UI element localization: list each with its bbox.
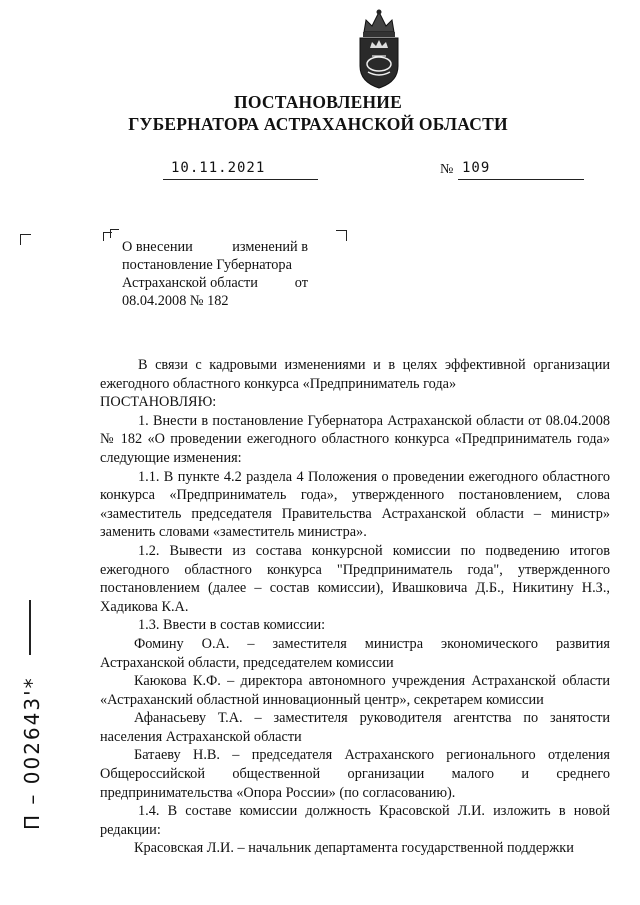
document-body [100,356,610,858]
subject-text: изменений в [232,239,308,255]
number-sign: № [440,162,454,177]
subject-block [122,238,308,310]
clause-paragraph: 1.2. Вывести из состава конкурсной комиссии по подведению итогов ежегодного областного конкурса "Предприниматель года", утвержденного постановлением (далее – состав комиссии), Ивашковича Д.Б., Никитину Н.З., Хадикова К.А. [100,542,610,615]
clause-paragraph: 1.1. В пункте 4.2 раздела 4 Положения о проведении ежегодного областного конкурса «Предприниматель года», утвержденного постановлением, слова «заместитель председателя Правительства Астраханской области – министр» заменить словами «заместитель министра». [100,468,610,541]
document-number: 109 [458,160,584,180]
issuer-title: ГУБЕРНАТОРА АСТРАХАНСКОЙ ОБЛАСТИ [128,114,508,134]
member-paragraph: Афанасьеву Т.А. – заместителя руководителя агентства по занятости населения Астраханской области [100,710,610,745]
member-paragraph: Красовская Л.И. – начальник департамента государственной поддержки [134,840,574,857]
coat-of-arms-icon [352,8,406,90]
clause-paragraph: 1. Внести в постановление Губернатора Астраханской области от 08.04.2008 № 182 «О проведении ежегодного областного конкурса «Предприниматель года» следующие изменения: [100,412,610,466]
margin-line [29,600,31,655]
subject-row [122,238,308,256]
subject-row [122,274,308,292]
subject-text: 08.04.2008 № 182 [122,293,229,309]
subject-text: постановление Губернатора [122,257,292,273]
subject-corner-mark-left-2 [110,229,119,238]
subject-corner-mark-right [336,230,347,241]
left-corner-mark [20,234,31,245]
preamble-paragraph: В связи с кадровыми изменениями и в целях эффективной организации ежегодного областного конкурса «Предприниматель года» [100,357,610,392]
resolution-word: ПОСТАНОВЛЯЮ: [100,394,217,411]
clause-paragraph: 1.3. Ввести в состав комиссии: [138,617,326,634]
document-date: 10.11.2021 [163,160,318,180]
member-paragraph: Фомину О.А. – заместителя министра экономического развития Астраханской области, председателем комиссии [100,635,610,671]
clause-paragraph: 1.4. В составе комиссии должность Красовской Л.И. изложить в новой редакции: [100,803,610,838]
subject-text: Астраханской области [122,275,258,291]
member-paragraph: Батаеву Н.В. – председателя Астраханского регионального отделения Общероссийской общественной организации малого и среднего предпринимательства «Опора России» (по согласованию). [100,747,610,801]
document-type-title: ПОСТАНОВЛЕНИЕ [234,92,402,112]
subject-text: от [294,275,308,291]
member-paragraph: Каюкова К.Ф. – директора автономного учреждения Астраханской области «Астраханский областной инновационный центр», секретарем комиссии [100,673,610,708]
subject-text: О внесении [122,239,193,255]
registration-stamp: П – 002643'* [20,676,44,830]
